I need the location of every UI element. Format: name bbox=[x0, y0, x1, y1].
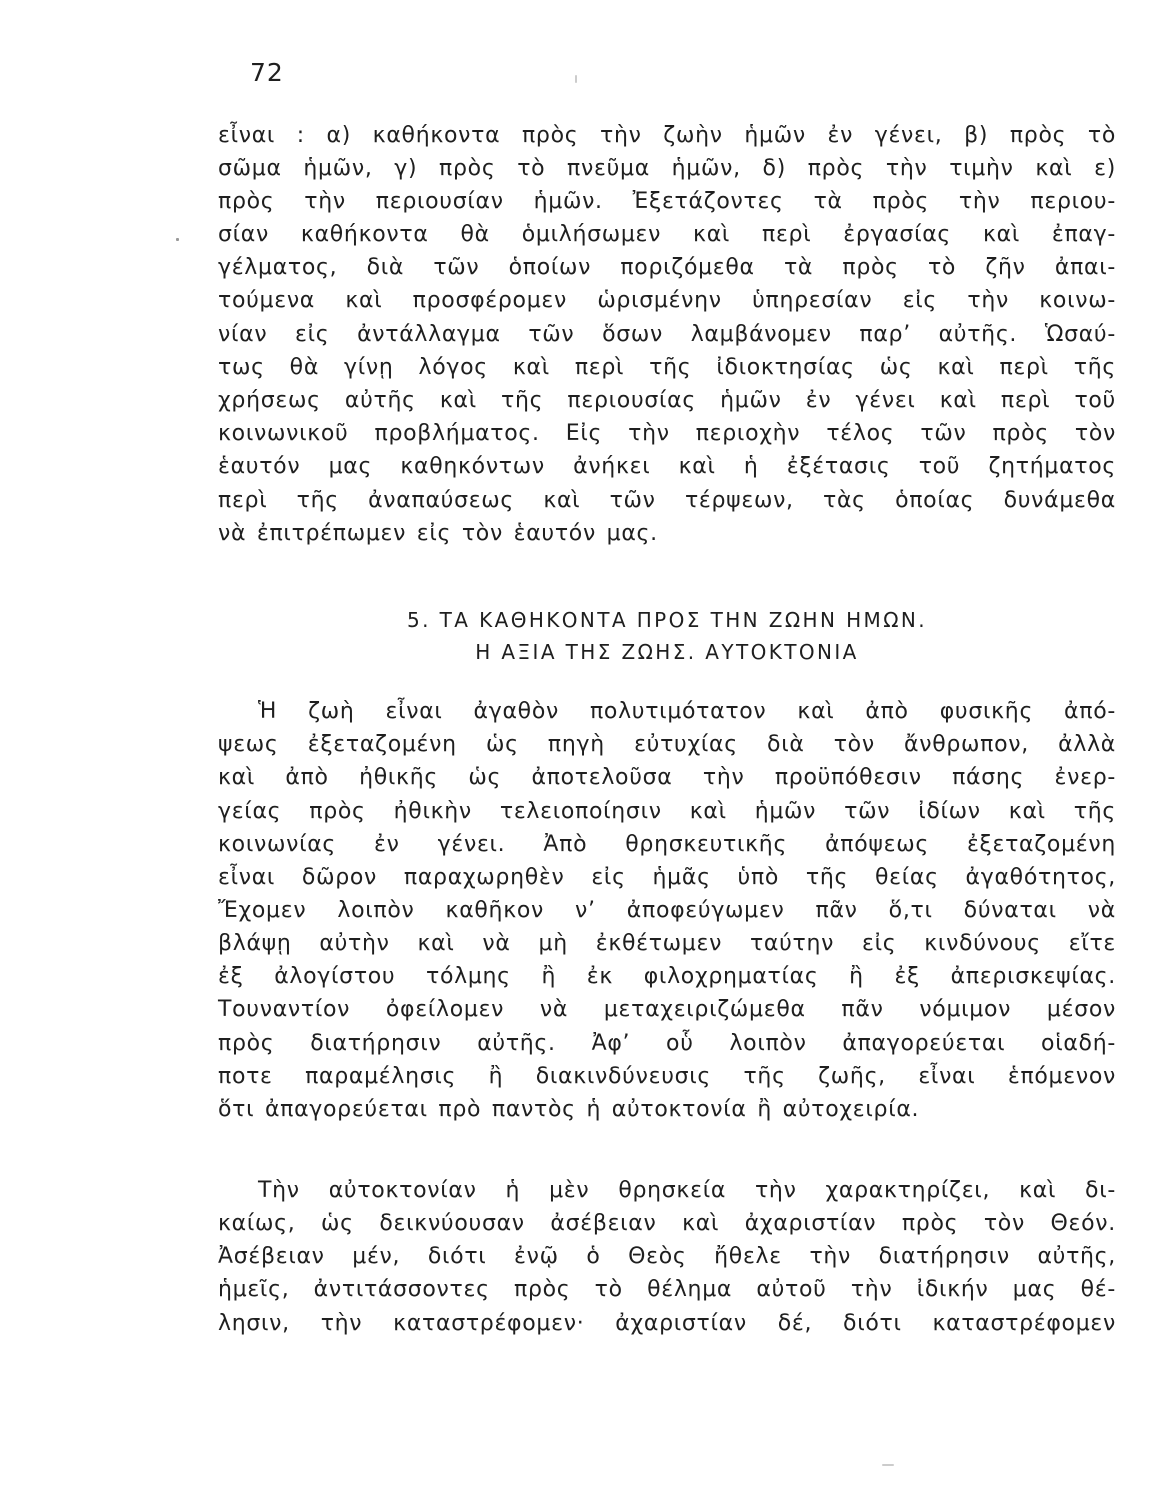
text-line: κοινωνίας ἐν γένει. Ἀπὸ θρησκευτικῆς ἀπόψεως ἐξεταζομένη bbox=[218, 832, 1116, 857]
text-line: εἶναι : α) καθήκοντα πρὸς τὴν ζωὴν ἡμῶν ἐν γένει, β) πρὸς τὸ bbox=[218, 123, 1116, 148]
section-heading-line-2: Η ΑΞΙΑ ΤΗΣ ΖΩΗΣ. ΑΥΤΟΚΤΟΝΙΑ bbox=[475, 640, 859, 664]
text-line: χρήσεως αὐτῆς καὶ τῆς περιουσίας ἡμῶν ἐν γένει καὶ περὶ τοῦ bbox=[218, 388, 1116, 413]
text-line: πρὸς διατήρησιν αὐτῆς. Ἀφ’ οὗ λοιπὸν ἀπαγορεύεται οἱαδή- bbox=[218, 1031, 1116, 1056]
text-line: σίαν καθήκοντα θὰ ὁμιλήσωμεν καὶ περὶ ἐργασίας καὶ ἐπαγ- bbox=[218, 222, 1116, 247]
text-line: καὶ ἀπὸ ἠθικῆς ὡς ἀποτελοῦσα τὴν προϋπόθεσιν πάσης ἐνερ- bbox=[218, 765, 1116, 790]
text-line: πρὸς τὴν περιουσίαν ἡμῶν. Ἐξετάζοντες τὰ πρὸς τὴν περιου- bbox=[218, 189, 1116, 214]
text-line: ὅτι ἀπαγορεύεται πρὸ παντὸς ἡ αὐτοκτονία ἢ αὐτοχειρία. bbox=[218, 1097, 920, 1122]
page-number: 72 bbox=[250, 58, 284, 87]
text-line: Ἀσέβειαν μέν, διότι ἐνῷ ὁ Θεὸς ἤθελε τὴν διατήρησιν αὐτῆς, bbox=[218, 1244, 1116, 1269]
text-line: λησιν, τὴν καταστρέφομεν· ἀχαριστίαν δέ, διότι καταστρέφομεν bbox=[218, 1311, 1116, 1336]
text-line: γείας πρὸς ἠθικὴν τελειοποίησιν καὶ ἡμῶν τῶν ἰδίων καὶ τῆς bbox=[218, 799, 1116, 824]
scan-speck bbox=[882, 1464, 894, 1466]
text-line: ἑαυτόν μας καθηκόντων ἀνήκει καὶ ἡ ἐξέτασις τοῦ ζητήματος bbox=[218, 454, 1116, 479]
text-line: τως θὰ γίνῃ λόγος καὶ περὶ τῆς ἰδιοκτησίας ὡς καὶ περὶ τῆς bbox=[218, 355, 1116, 380]
text-line: νὰ ἐπιτρέπωμεν εἰς τὸν ἑαυτόν μας. bbox=[218, 521, 658, 546]
text-line: τούμενα καὶ προσφέρομεν ὡρισμένην ὑπηρεσίαν εἰς τὴν κοινω- bbox=[218, 288, 1116, 313]
text-line: σῶμα ἡμῶν, γ) πρὸς τὸ πνεῦμα ἡμῶν, δ) πρὸς τὴν τιμὴν καὶ ε) bbox=[218, 156, 1116, 181]
text-line: ἡμεῖς, ἀντιτάσσοντες πρὸς τὸ θέλημα αὐτοῦ τὴν ἰδικήν μας θέ- bbox=[218, 1277, 1116, 1302]
scan-speck bbox=[176, 238, 179, 241]
text-line: Τὴν αὐτοκτονίαν ἡ μὲν θρησκεία τὴν χαρακτηρίζει, καὶ δι- bbox=[258, 1178, 1116, 1203]
text-line: Τουναντίον ὀφείλομεν νὰ μεταχειριζώμεθα πᾶν νόμιμον μέσον bbox=[218, 997, 1116, 1022]
scan-speck bbox=[575, 75, 577, 83]
text-line: βλάψῃ αὐτὴν καὶ νὰ μὴ ἐκθέτωμεν ταύτην εἰς κινδύνους εἴτε bbox=[218, 931, 1116, 956]
text-line: γέλματος, διὰ τῶν ὁποίων ποριζόμεθα τὰ πρὸς τὸ ζῆν ἀπαι- bbox=[218, 255, 1116, 280]
text-line: Ἔχομεν λοιπὸν καθῆκον ν’ ἀποφεύγωμεν πᾶν ὅ,τι δύναται νὰ bbox=[218, 898, 1116, 923]
text-line: Ἡ ζωὴ εἶναι ἀγαθὸν πολυτιμότατον καὶ ἀπὸ φυσικῆς ἀπό- bbox=[258, 699, 1116, 724]
section-heading-line-1: 5. ΤΑ ΚΑΘΗΚΟΝΤΑ ΠΡΟΣ ΤΗΝ ΖΩΗΝ ΗΜΩΝ. bbox=[407, 608, 927, 632]
text-line: ποτε παραμέλησις ἢ διακινδύνευσις τῆς ζωῆς, εἶναι ἑπόμενον bbox=[218, 1064, 1116, 1089]
text-line: κοινωνικοῦ προβλήματος. Εἰς τὴν περιοχὴν τέλος τῶν πρὸς τὸν bbox=[218, 421, 1116, 446]
text-line: νίαν εἰς ἀντάλλαγμα τῶν ὅσων λαμβάνομεν παρ’ αὐτῆς. Ὡσαύ- bbox=[218, 322, 1116, 347]
text-line: ψεως ἐξεταζομένη ὡς πηγὴ εὐτυχίας διὰ τὸν ἄνθρωπον, ἀλλὰ bbox=[218, 732, 1116, 757]
text-line: εἶναι δῶρον παραχωρηθὲν εἰς ἡμᾶς ὑπὸ τῆς θείας ἀγαθότητος, bbox=[218, 865, 1116, 890]
text-line: ἐξ ἀλογίστου τόλμης ἢ ἐκ φιλοχρηματίας ἢ ἐξ ἀπερισκεψίας. bbox=[218, 964, 1116, 989]
text-line: καίως, ὡς δεικνύουσαν ἀσέβειαν καὶ ἀχαριστίαν πρὸς τὸν Θεόν. bbox=[218, 1211, 1116, 1236]
text-line: περὶ τῆς ἀναπαύσεως καὶ τῶν τέρψεων, τὰς ὁποίας δυνάμεθα bbox=[218, 488, 1116, 513]
